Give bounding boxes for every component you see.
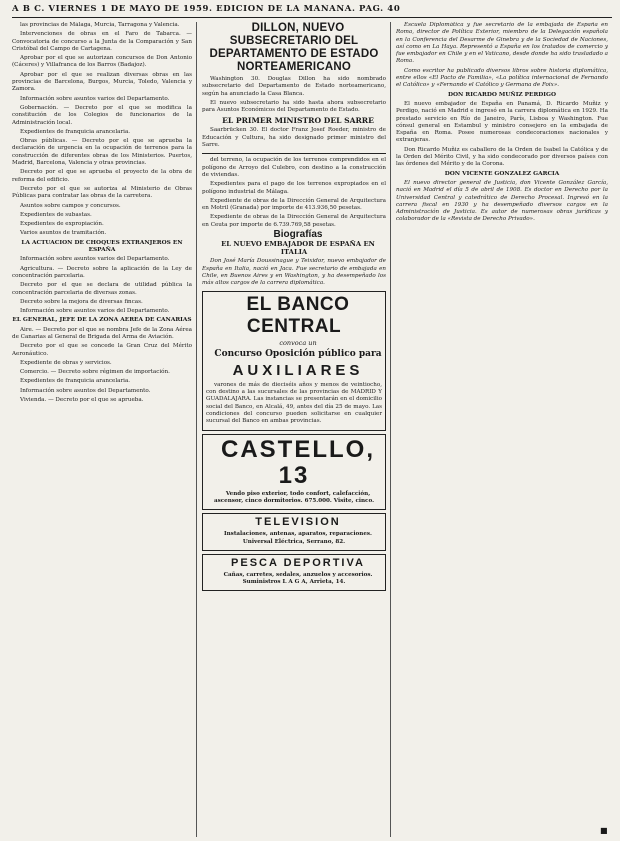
article-paragraph: Expedientes de franquicia arancelaria. xyxy=(20,378,131,385)
article-paragraph: Aprobar por el que se autorizan concursos de Don Antonio (Cáceres) y Villafranca de los Barros (Badajoz). xyxy=(12,55,192,69)
article-paragraph: Como escritor ha publicado diversos libros sobre historia diplomática, entre ellos «El Pacto de Familia», «La política internacional de Fernando el Católico» y «Fernando el Católico y Germana de Foix». xyxy=(396,67,608,89)
headline-dillon: DILLON, NUEVO SUBSECRETARIO DEL DEPARTAMENTO DE ESTADO NORTEAMERICANO xyxy=(209,22,379,73)
article-paragraph: El nuevo subsecretario ha sido hasta ahora subsecretario para Asuntos Económicos del Departamento de Estado. xyxy=(202,99,386,114)
column-3 xyxy=(396,22,608,837)
article-paragraph: las provincias de Málaga, Murcia, Tarragona y Valencia. xyxy=(20,22,180,28)
ad-pesca-title: PESCA DEPORTIVA xyxy=(231,556,365,569)
biography-continued xyxy=(396,22,608,90)
article-paragraph: Expedientes de expropiación. xyxy=(20,221,104,228)
news-box-dillon xyxy=(202,22,386,154)
article-paragraph: Asuntos sobre campos y concursos. xyxy=(20,202,121,209)
article-paragraph: Aire. — Decreto por el que se nombra Jefe de la Zona Aérea de Canarias al General de Brigada del Arma de Aviación. xyxy=(12,326,192,340)
article-paragraph: Decreto por el que se aprueba el proyecto de la obra de reforma del edificio. xyxy=(12,169,192,183)
article-paragraph: Decreto sobre la mejora de diversas fincas. xyxy=(20,298,143,305)
article-paragraph: Decreto por el que se concede la Gran Cruz del Mérito Aeronáutico. xyxy=(12,343,192,357)
ad-banco-body: varones de más de dieciséis años y menos de veintiocho, con destino a las sucursales de las provincias de MADRID Y GUADALAJARA. Las instancias se presentarán en el domicilio social del Banco, en Alcalá, 49, antes del día 25 de mayo. Las condiciones del concurso pueden solicitarse en cualquier sucursal del Banco en ambas provincias. xyxy=(206,381,382,425)
section-heading: LA ACTUACION DE CHOQUES EXTRANJEROS EN ESPAÑA xyxy=(21,239,183,254)
ad-banco-central xyxy=(202,291,386,431)
article-paragraph: Agricultura. — Decreto sobre la aplicación de la Ley de concentración parcelaria. xyxy=(12,265,192,279)
ad-pesca xyxy=(202,554,386,592)
biographies-heading: Biografías xyxy=(273,229,323,241)
article-paragraph: El nuevo embajador de España en Panamá, D. Ricardo Muñiz y Perdigo, nació en Madrid e ingresó en la carrera diplomática en 1929. Ha prestado servicio en Río de Janeiro, París, Lisboa y Washington. Fue cónsul general en Estambul y ministro consejero en la embajada de España en Roma. Posee numerosas condecoraciones nacionales y extranjeras. xyxy=(396,100,608,144)
column-divider xyxy=(390,22,391,837)
article-paragraph: Decreto por el que se declara de utilidad pública la concentración parcelaria de diversas zonas. xyxy=(12,282,192,296)
section-heading: EL GENERAL, JEFE DE LA ZONA AEREA DE CANARIAS xyxy=(12,317,192,324)
biography-heading-gonzalez: DON VICENTE GONZALEZ GARCIA xyxy=(444,170,560,177)
column-1 xyxy=(12,22,192,837)
article-paragraph: Decreto por el que se autoriza al Ministerio de Obras Públicas para contratar las obras de la carretera. xyxy=(12,185,192,200)
article-paragraph: Obras públicas. — Decreto por el que se aprueba la declaración de urgencia en la ocupación de terrenos para la construcción de diferentes obras de los Ministerios. Puertos, Madrid, Barcelona, Valencia y otras provincias. xyxy=(12,138,192,167)
ad-television xyxy=(202,513,386,551)
ad-tv-body: Instalaciones, antenas, aparatos, reparaciones. Universal Eléctrica, Serrano, 82. xyxy=(224,531,372,545)
article-paragraph: Información sobre asuntos varios del Departamento. xyxy=(20,308,170,315)
article-paragraph: Información sobre asuntos varios del Departamento. xyxy=(20,95,170,102)
article-paragraph: Expediente de obras de la Dirección General de Arquitectura en Motril (Granada) por importe de 413.936,50 pesetas. xyxy=(202,197,386,212)
article-paragraph: Comercio. — Decreto sobre régimen de importación. xyxy=(20,369,170,376)
ad-tv-title: TELEVISION xyxy=(255,516,341,529)
biography-heading-muniz: DON RICARDO MUÑIZ PERDIGO xyxy=(447,91,556,98)
ad-castello xyxy=(202,434,386,511)
column-divider xyxy=(196,22,197,837)
article-paragraph: El nuevo director general de Justicia, don Vicente González García, nació en Madrid el día 5 de abril de 1908. Es doctor en Derecho por la Universidad Central y catedrático de Derecho Procesal. Ingresó en la carrera fiscal en 1930 y ha desempeñado diversos cargos en la Administración de Justicia. Es autor de numerosas obras jurídicas y colaborador de la «Revista de Derecho Privado». xyxy=(396,179,608,223)
article-paragraph: Saarbrücken 30. El doctor Franz Josef Roeder, ministro de Educación y Cultura, ha sido designado primer ministro del Sarre. xyxy=(202,127,386,149)
headline-sarre: EL PRIMER MINISTRO DEL SARRE xyxy=(222,116,374,126)
article-paragraph: Escuela Diplomática y fue secretario de la embajada de España en Roma, director de Política Exterior, miembro de la Delegación española en la Conferencia del Desarme de Ginebra y de la Sociedad de Naciones, así como en La Haya. Representó a España en los tratados de comercio y fue embajador en Chile y en el Vaticano, desde donde ha sido trasladado a Roma. xyxy=(396,22,608,65)
article-paragraph: del terreno, la ocupación de los terrenos comprendidos en el polígono de Arroyo del Culebro, con destino a la construcción de viviendas. xyxy=(202,157,386,178)
bullet-marker-icon: ■ xyxy=(600,826,608,835)
article-paragraph: Información sobre asuntos del Departamento. xyxy=(20,387,151,394)
page-header: A B C. VIERNES 1 DE MAYO DE 1959. EDICION DE LA MAÑANA. PAG. 40 xyxy=(12,4,401,14)
article-paragraph: Expedientes de franquicia arancelaria. xyxy=(20,128,131,135)
article-paragraph: Washington 30. Douglas Dillon ha sido nombrado subsecretario del Departamento de Estado norteamericano, según ha anunciado la Casa Blanca. xyxy=(202,76,386,97)
biography-gonzalez-text xyxy=(396,180,608,224)
ad-pesca-body: Cañas, carretes, sedales, anzuelos y accesorios. Suministros L A G A, Arrieta, 14. xyxy=(223,571,373,586)
ambassador-italy-text xyxy=(202,258,386,287)
article-paragraph: Don José María Doussinague y Teixidor, nuevo embajador de España en Italia, nació en Jaca. Fue secretario de embajada en Chile, en Buenos Aires y en Washington, y ha desempeñado los más altos cargos de la carrera diplomática. xyxy=(202,258,386,287)
ad-banco-auxiliares: AUXILIARES xyxy=(232,361,364,379)
article-paragraph: Vivienda. — Decreto por el que se aprueba. xyxy=(20,397,144,404)
article-paragraph: Expediente de obras de la Dirección General de Arquitectura en Ceuta por importe de 6.739.769,58 pesetas. xyxy=(202,214,386,228)
article-paragraph: Información sobre asuntos varios del Departamento. xyxy=(20,256,170,263)
article-paragraph: Varios asuntos de tramitación. xyxy=(20,230,107,237)
ad-banco-concurso: Concurso Oposición público para xyxy=(214,348,382,359)
column-2 xyxy=(202,22,386,837)
article-paragraph: Expedientes de subastas. xyxy=(20,211,92,218)
article-paragraph: Aprobar por el que se realizan diversas obras en las provincias de Barcelona, Burgos, Murcia, Toledo, Valencia y Zamora. xyxy=(12,71,192,93)
ad-castello-body: Vendo piso exterior, todo confort, calefacción, ascensor, cinco dormitorios. 675.000. Visite, cinco. xyxy=(213,490,375,504)
article-paragraph: Don Ricardo Muñiz es caballero de la Orden de Isabel la Católica y de la Orden del Mérito Civil, y ha sido condecorado por diversos países con las órdenes del Mérito y de la Corona. xyxy=(396,146,608,168)
article-paragraph: Expediente de obras y servicios. xyxy=(20,359,112,366)
ad-banco-convoca: convoca un xyxy=(279,338,317,347)
ad-banco-title: EL BANCO CENTRAL xyxy=(246,293,350,337)
header-rule xyxy=(12,17,612,18)
article-paragraph: Expedientes para el pago de los terrenos expropiados en el polígono industrial de Málaga. xyxy=(202,181,386,195)
ad-castello-title: CASTELLO, 13 xyxy=(221,435,375,489)
article-paragraph: Gobernación. — Decreto por el que se modifica la constitución de los Colegios de funcionarios de la Administración local. xyxy=(12,104,192,126)
headline-ambassador-italy: EL NUEVO EMBAJADOR DE ESPAÑA EN ITALIA xyxy=(221,240,375,257)
article-paragraph: Intervenciones de obras en el Faro de Tabarca. — Convocatoria de concurso a la Junta de la Comparación y San Cristóbal del Campo de Cartagena. xyxy=(12,31,192,52)
